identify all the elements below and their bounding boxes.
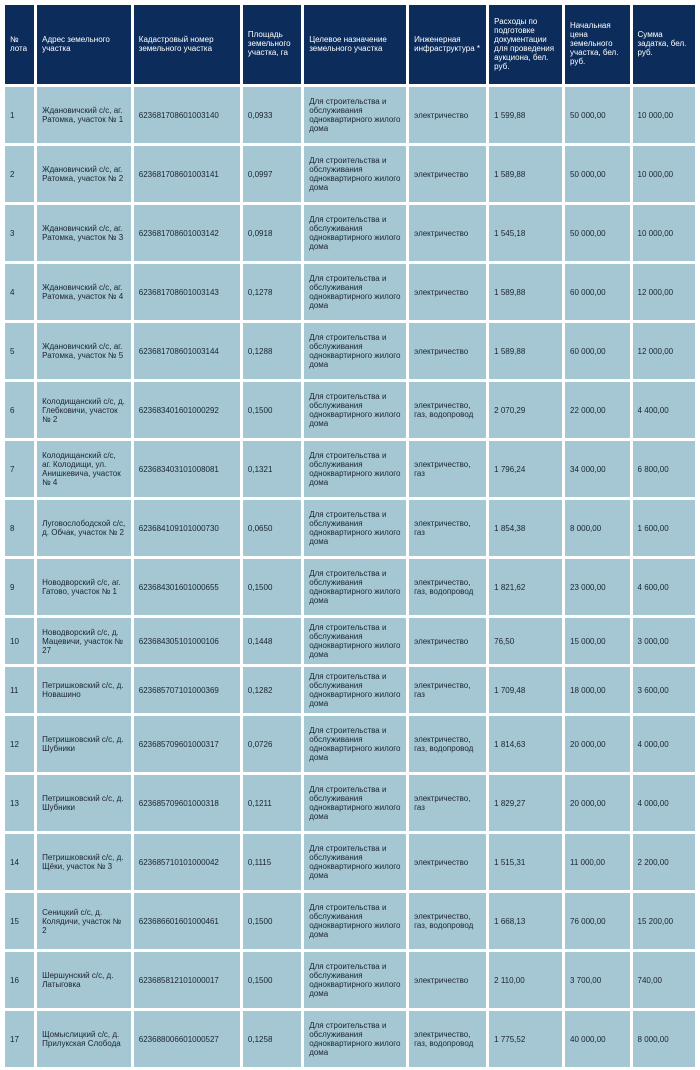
cell-cadastral-number: 623685812101000017 — [134, 952, 240, 1008]
cell-deposit: 4 000,00 — [633, 716, 695, 772]
cell-starting-price: 50 000,00 — [565, 146, 630, 202]
table-row — [5, 500, 695, 556]
cell-infrastructure: электричество, газ — [409, 775, 486, 831]
cell-purpose: Для строительства и обслуживания одноквартирного жилого дома — [304, 893, 406, 949]
cell-preparation-costs: 1 589,88 — [489, 264, 562, 320]
cell-cadastral-number: 623681708601003143 — [134, 264, 240, 320]
cell-preparation-costs: 1 515,31 — [489, 834, 562, 890]
cell-lot-number: 17 — [5, 1011, 34, 1067]
cell-area: 0,1500 — [243, 559, 301, 615]
cell-address: Петришковский с/с, д. Щёки, участок № 3 — [37, 834, 131, 890]
cell-area: 0,1258 — [243, 1011, 301, 1067]
cell-address: Ждановичский с/с, аг. Ратомка, участок № 4 — [37, 264, 131, 320]
cell-starting-price: 23 000,00 — [565, 559, 630, 615]
cell-cadastral-number: 623684305101000106 — [134, 618, 240, 664]
cell-deposit: 4 600,00 — [633, 559, 695, 615]
column-header-purpose: Целевое назначение земельного участка — [304, 5, 406, 84]
table-header-row — [5, 5, 695, 84]
cell-lot-number: 9 — [5, 559, 34, 615]
cell-starting-price: 20 000,00 — [565, 775, 630, 831]
cell-address: Ждановичский с/с, аг. Ратомка, участок № 1 — [37, 87, 131, 143]
cell-purpose: Для строительства и обслуживания одноквартирного жилого дома — [304, 716, 406, 772]
cell-starting-price: 18 000,00 — [565, 667, 630, 713]
cell-address: Луговослободской с/с, д. Обчак, участок № 2 — [37, 500, 131, 556]
cell-deposit: 4 000,00 — [633, 775, 695, 831]
cell-infrastructure: электричество, газ, водопровод — [409, 1011, 486, 1067]
cell-deposit: 2 200,00 — [633, 834, 695, 890]
table-row — [5, 775, 695, 831]
cell-address: Щомыслицкий с/с, д. Прилукская Слобода — [37, 1011, 131, 1067]
cell-cadastral-number: 623681708601003140 — [134, 87, 240, 143]
cell-purpose: Для строительства и обслуживания одноквартирного жилого дома — [304, 834, 406, 890]
cell-starting-price: 3 700,00 — [565, 952, 630, 1008]
cell-cadastral-number: 623681708601003141 — [134, 146, 240, 202]
cell-area: 0,0933 — [243, 87, 301, 143]
cell-preparation-costs: 1 854,38 — [489, 500, 562, 556]
cell-lot-number: 12 — [5, 716, 34, 772]
cell-purpose: Для строительства и обслуживания одноквартирного жилого дома — [304, 323, 406, 379]
cell-cadastral-number: 623685707101000369 — [134, 667, 240, 713]
cell-deposit: 740,00 — [633, 952, 695, 1008]
cell-purpose: Для строительства и обслуживания одноквартирного жилого дома — [304, 441, 406, 497]
cell-preparation-costs: 1 589,88 — [489, 323, 562, 379]
cell-address: Ждановичский с/с, аг. Ратомка, участок № 5 — [37, 323, 131, 379]
column-header-cadastral-number: Кадастровый номер земельного участка — [134, 5, 240, 84]
cell-starting-price: 11 000,00 — [565, 834, 630, 890]
cell-infrastructure: электричество — [409, 146, 486, 202]
cell-starting-price: 50 000,00 — [565, 205, 630, 261]
cell-purpose: Для строительства и обслуживания одноквартирного жилого дома — [304, 205, 406, 261]
cell-address: Новодворский с/с, д. Мацевичи, участок № 27 — [37, 618, 131, 664]
land-plots-table — [2, 2, 698, 1070]
table-row — [5, 205, 695, 261]
cell-preparation-costs: 1 814,63 — [489, 716, 562, 772]
cell-starting-price: 20 000,00 — [565, 716, 630, 772]
cell-cadastral-number: 623686601601000461 — [134, 893, 240, 949]
cell-cadastral-number: 623685710101000042 — [134, 834, 240, 890]
cell-deposit: 1 600,00 — [633, 500, 695, 556]
cell-infrastructure: электричество, газ, водопровод — [409, 382, 486, 438]
cell-purpose: Для строительства и обслуживания одноквартирного жилого дома — [304, 500, 406, 556]
cell-preparation-costs: 2 110,00 — [489, 952, 562, 1008]
cell-purpose: Для строительства и обслуживания одноквартирного жилого дома — [304, 618, 406, 664]
cell-address: Петришковский с/с, д. Шубники — [37, 716, 131, 772]
table-row — [5, 952, 695, 1008]
cell-deposit: 15 200,00 — [633, 893, 695, 949]
cell-infrastructure: электричество, газ — [409, 667, 486, 713]
cell-lot-number: 11 — [5, 667, 34, 713]
cell-purpose: Для строительства и обслуживания одноквартирного жилого дома — [304, 87, 406, 143]
cell-infrastructure: электричество — [409, 323, 486, 379]
cell-preparation-costs: 2 070,29 — [489, 382, 562, 438]
cell-lot-number: 15 — [5, 893, 34, 949]
cell-preparation-costs: 1 589,88 — [489, 146, 562, 202]
cell-infrastructure: электричество — [409, 264, 486, 320]
cell-deposit: 10 000,00 — [633, 87, 695, 143]
cell-cadastral-number: 623685709601000317 — [134, 716, 240, 772]
cell-infrastructure: электричество — [409, 834, 486, 890]
cell-area: 0,0918 — [243, 205, 301, 261]
cell-lot-number: 7 — [5, 441, 34, 497]
cell-cadastral-number: 623681708601003142 — [134, 205, 240, 261]
cell-purpose: Для строительства и обслуживания одноквартирного жилого дома — [304, 264, 406, 320]
cell-starting-price: 15 000,00 — [565, 618, 630, 664]
cell-area: 0,1321 — [243, 441, 301, 497]
cell-cadastral-number: 623684301601000655 — [134, 559, 240, 615]
cell-lot-number: 16 — [5, 952, 34, 1008]
cell-starting-price: 40 000,00 — [565, 1011, 630, 1067]
cell-address: Петришковский с/с, д. Новашино — [37, 667, 131, 713]
cell-lot-number: 6 — [5, 382, 34, 438]
table-row — [5, 716, 695, 772]
cell-preparation-costs: 1 709,48 — [489, 667, 562, 713]
cell-cadastral-number: 623688006601000527 — [134, 1011, 240, 1067]
cell-area: 0,1500 — [243, 952, 301, 1008]
cell-lot-number: 10 — [5, 618, 34, 664]
cell-lot-number: 4 — [5, 264, 34, 320]
table-row — [5, 667, 695, 713]
cell-preparation-costs: 1 821,62 — [489, 559, 562, 615]
cell-purpose: Для строительства и обслуживания одноквартирного жилого дома — [304, 146, 406, 202]
cell-purpose: Для строительства и обслуживания одноквартирного жилого дома — [304, 382, 406, 438]
cell-purpose: Для строительства и обслуживания одноквартирного жилого дома — [304, 1011, 406, 1067]
table-row — [5, 559, 695, 615]
cell-area: 0,0997 — [243, 146, 301, 202]
cell-preparation-costs: 1 545,18 — [489, 205, 562, 261]
cell-infrastructure: электричество — [409, 952, 486, 1008]
cell-starting-price: 50 000,00 — [565, 87, 630, 143]
cell-preparation-costs: 1 829,27 — [489, 775, 562, 831]
column-header-starting-price: Начальная цена земельного участка, бел. руб. — [565, 5, 630, 84]
cell-lot-number: 8 — [5, 500, 34, 556]
cell-address: Ждановичский с/с, аг. Ратомка, участок № 3 — [37, 205, 131, 261]
table-row — [5, 382, 695, 438]
cell-cadastral-number: 623683403101008081 — [134, 441, 240, 497]
cell-cadastral-number: 623681708601003144 — [134, 323, 240, 379]
cell-purpose: Для строительства и обслуживания одноквартирного жилого дома — [304, 775, 406, 831]
table-row — [5, 87, 695, 143]
cell-address: Сеницкий с/с, д. Колядичи, участок № 2 — [37, 893, 131, 949]
cell-address: Шершунский с/с, д. Латыговка — [37, 952, 131, 1008]
table-row — [5, 893, 695, 949]
column-header-infrastructure: Инженерная инфраструктура * — [409, 5, 486, 84]
table-row — [5, 1011, 695, 1067]
cell-starting-price: 34 000,00 — [565, 441, 630, 497]
cell-preparation-costs: 1 599,88 — [489, 87, 562, 143]
cell-area: 0,1288 — [243, 323, 301, 379]
cell-lot-number: 3 — [5, 205, 34, 261]
cell-infrastructure: электричество, газ — [409, 500, 486, 556]
table-row — [5, 323, 695, 379]
cell-cadastral-number: 623685709601000318 — [134, 775, 240, 831]
cell-purpose: Для строительства и обслуживания одноквартирного жилого дома — [304, 667, 406, 713]
table-row — [5, 834, 695, 890]
table-body — [5, 87, 695, 1067]
cell-preparation-costs: 1 668,13 — [489, 893, 562, 949]
cell-starting-price: 8 000,00 — [565, 500, 630, 556]
cell-infrastructure: электричество, газ, водопровод — [409, 559, 486, 615]
cell-deposit: 3 600,00 — [633, 667, 695, 713]
cell-area: 0,0726 — [243, 716, 301, 772]
cell-preparation-costs: 1 775,52 — [489, 1011, 562, 1067]
cell-address: Колодищанский с/с, д. Глебковичи, участок № 2 — [37, 382, 131, 438]
cell-deposit: 8 000,00 — [633, 1011, 695, 1067]
cell-address: Новодворский с/с, аг. Гатово, участок № 1 — [37, 559, 131, 615]
cell-address: Колодищанский с/с, аг. Колодищи, ул. Анишкевича, участок № 4 — [37, 441, 131, 497]
cell-infrastructure: электричество, газ, водопровод — [409, 716, 486, 772]
cell-purpose: Для строительства и обслуживания одноквартирного жилого дома — [304, 952, 406, 1008]
cell-area: 0,1500 — [243, 382, 301, 438]
cell-lot-number: 5 — [5, 323, 34, 379]
cell-deposit: 10 000,00 — [633, 146, 695, 202]
column-header-area: Площадь земельного участка, га — [243, 5, 301, 84]
table-row — [5, 146, 695, 202]
cell-area: 0,1211 — [243, 775, 301, 831]
cell-area: 0,1115 — [243, 834, 301, 890]
cell-lot-number: 1 — [5, 87, 34, 143]
column-header-deposit: Сумма задатка, бел. руб. — [633, 5, 695, 84]
cell-infrastructure: электричество — [409, 87, 486, 143]
table-row — [5, 618, 695, 664]
cell-cadastral-number: 623684109101000730 — [134, 500, 240, 556]
cell-purpose: Для строительства и обслуживания одноквартирного жилого дома — [304, 559, 406, 615]
cell-deposit: 12 000,00 — [633, 323, 695, 379]
cell-starting-price: 22 000,00 — [565, 382, 630, 438]
cell-infrastructure: электричество — [409, 205, 486, 261]
column-header-preparation-costs: Расходы по подготовке документации для проведения аукциона, бел. руб. — [489, 5, 562, 84]
cell-area: 0,1448 — [243, 618, 301, 664]
cell-preparation-costs: 76,50 — [489, 618, 562, 664]
table-row — [5, 441, 695, 497]
cell-deposit: 4 400,00 — [633, 382, 695, 438]
cell-deposit: 3 000,00 — [633, 618, 695, 664]
cell-deposit: 10 000,00 — [633, 205, 695, 261]
cell-infrastructure: электричество, газ — [409, 441, 486, 497]
cell-infrastructure: электричество, газ, водопровод — [409, 893, 486, 949]
cell-infrastructure: электричество — [409, 618, 486, 664]
cell-preparation-costs: 1 796,24 — [489, 441, 562, 497]
table-row — [5, 264, 695, 320]
cell-area: 0,1278 — [243, 264, 301, 320]
column-header-address: Адрес земельного участка — [37, 5, 131, 84]
cell-starting-price: 60 000,00 — [565, 264, 630, 320]
cell-area: 0,1282 — [243, 667, 301, 713]
cell-deposit: 6 800,00 — [633, 441, 695, 497]
cell-area: 0,1500 — [243, 893, 301, 949]
cell-deposit: 12 000,00 — [633, 264, 695, 320]
column-header-lot-number: № лота — [5, 5, 34, 84]
cell-lot-number: 14 — [5, 834, 34, 890]
cell-cadastral-number: 623683401601000292 — [134, 382, 240, 438]
cell-area: 0,0650 — [243, 500, 301, 556]
cell-lot-number: 13 — [5, 775, 34, 831]
cell-lot-number: 2 — [5, 146, 34, 202]
cell-starting-price: 76 000,00 — [565, 893, 630, 949]
cell-address: Ждановичский с/с, аг. Ратомка, участок № 2 — [37, 146, 131, 202]
cell-address: Петришковский с/с, д. Шубники — [37, 775, 131, 831]
cell-starting-price: 60 000,00 — [565, 323, 630, 379]
